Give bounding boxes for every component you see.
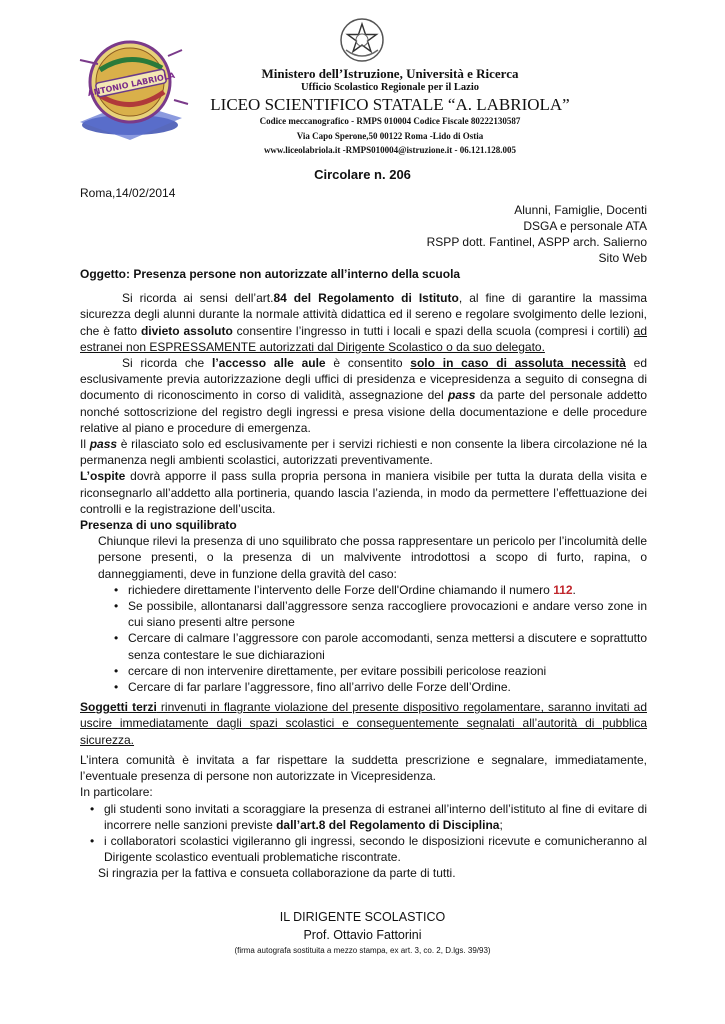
emergency-number: 112 [553, 582, 573, 597]
subject-line: Oggetto: Presenza persone non autorizzate all’interno della scuola [80, 267, 461, 281]
bullet: • [114, 663, 119, 678]
republic-emblem-icon [338, 16, 386, 64]
regional-office: Ufficio Scolastico Regionale per il Lazio [301, 82, 479, 93]
recipient-line: RSPP dott. Fantinel, ASPP arch. Salierno [426, 235, 647, 249]
list-item [100, 630, 647, 662]
list-item [100, 663, 647, 679]
text-span: consentire l’ingresso in tutti i locali e spazi della scuola (compresi i cortili) [232, 323, 634, 338]
signature-note: (firma autografa sostituita a mezzo stampa, ex art. 3, co. 2, D.lgs. 39/93) [234, 946, 491, 955]
text-span: 84 del Regolamento di Istituto [273, 291, 459, 306]
text-span: L’ospite [80, 469, 126, 484]
text-span: solo in caso di assoluta necessità [410, 356, 626, 371]
list-item [100, 679, 647, 695]
text-span: Cercare di far parlare l’aggressore, fino all’arrivo delle Forze dell’Ordine. [128, 680, 511, 695]
text-span: da parte del personale addetto nonché sottoscrizione del registro degli ingressi e presa visione della documentazione e delle procedure relative al piano e procedure di emergenza. [80, 388, 647, 435]
recipient-line: Sito Web [598, 251, 647, 265]
text-span: ed esclusivamente previa autorizzazione degli uffici di presidenza e vicepresidenza a seguito di consegna di documento di riconoscimento in corso di validità, assegnazione del [80, 356, 647, 403]
text-span: richiedere direttamente l’intervento delle Forze dell'Ordine chiamando il numero [128, 582, 554, 597]
document-date: Roma,14/02/2014 [80, 186, 176, 200]
text-span: l’accesso alle aule [212, 356, 326, 371]
list-item [80, 801, 647, 833]
paragraph-third-parties [80, 699, 647, 748]
text-span: , al fine di garantire la massima sicurezza degli alunni durante la normale attività didattica ed il sereno e regolare svolgimento delle lezioni, che è fatto [80, 291, 647, 338]
school-logo [70, 30, 190, 140]
school-address: Via Capo Sperone,50 00122 Roma -Lido di Ostia [296, 131, 484, 141]
text-span: pass [448, 388, 476, 403]
circular-number: Circolare n. 206 [314, 167, 411, 182]
school-codes: Codice meccanografico - RMPS 010004 Codice Fiscale 80222130587 [259, 116, 521, 126]
bullet: • [90, 801, 95, 816]
paragraph-pass [80, 436, 647, 468]
signature-name: Prof. Ottavio Fattorini [303, 928, 422, 942]
paragraph-access-rules [80, 290, 647, 355]
text-span: Si ricorda che [122, 356, 212, 371]
emergency-actions-list [100, 582, 647, 695]
signature-role: IL DIRIGENTE SCOLASTICO [279, 910, 446, 924]
recipient-line: DSGA e personale ATA [523, 219, 647, 233]
text-span: Soggetti terzi [80, 700, 157, 715]
text-span: ad estranei non ESPRESSAMENTE autorizzati dal Dirigente Scolastico o da suo delegato. [80, 323, 647, 354]
school-contacts: www.liceolabriola.it -RMPS010004@istruzione.it - 06.121.128.005 [263, 145, 517, 155]
ministry-name: Ministero dell’Istruzione, Università e Ricerca [261, 66, 519, 81]
text-span: Cercare di calmare l’aggressore con parole accomodanti, senza mettersi a discutere e soprattutto senza contestare le sue dichiarazioni [128, 631, 647, 662]
text-span: è consentito [325, 356, 411, 371]
text-span: Se possibile, allontanarsi dall’aggressore senza raccogliere provocazioni e andare verso zone in cui siano presenti altre persone [128, 599, 647, 630]
bullet: • [114, 680, 119, 695]
list-item [100, 598, 647, 630]
paragraph-guest [80, 468, 647, 517]
text-span: divieto assoluto [140, 323, 233, 338]
text-span: gli studenti sono invitati a scoraggiare la presenza di estranei all’interno dell’istituto al fine di evitare di incorrere nelle sanzioni previste [104, 801, 647, 832]
text-span: pass [89, 437, 118, 452]
text-span: ; [499, 817, 503, 832]
text-span: Il [80, 437, 90, 452]
text-span: dall’art.8 del Regolamento di Disciplina [276, 817, 500, 832]
paragraph-community: L’intera comunità è invitata a far rispettare la suddetta prescrizione e segnalare, immediatamente, l’eventuale presenza di persone non autorizzate in Vicepresidenza. [80, 752, 647, 784]
text-span: è rilasciato solo ed esclusivamente per i servizi richiesti e non consente la libera circolazione né la permanenza negli ambienti scolastici, autorizzati preventivamente. [80, 437, 648, 468]
section-intro: Chiunque rilevi la presenza di uno squilibrato che possa rappresentare un pericolo per l’incolumità delle persone presenti, o la presenza di un malvivente introdottosi a scopo di furto, rapina, o danneggiamenti, deve in funzione della gravità del caso: [98, 534, 647, 581]
document-body [80, 266, 647, 882]
particular-list [80, 801, 647, 866]
text-span: rinvenuti in flagrante violazione del presente dispositivo regolamentare, saranno invitati ad uscire immediatamente dagli spazi scolastici e conseguentemente segnalati all’autorità di pubblica sicurezza. [80, 700, 647, 747]
bullet: • [114, 599, 119, 614]
closing-line: Si ringrazia per la fattiva e consueta collaborazione da parte di tutti. [98, 866, 456, 881]
school-name: LICEO SCIENTIFICO STATALE “A. LABRIOLA” [210, 95, 570, 114]
list-item [80, 833, 647, 865]
recipient-line: Alunni, Famiglie, Docenti [514, 203, 647, 217]
list-item [100, 582, 647, 598]
bullet: • [90, 833, 95, 848]
bullet: • [114, 582, 119, 597]
text-span: i collaboratori scolastici vigileranno gli ingressi, secondo le disposizioni ricevute e comunicheranno al Dirigente scolastico eventuali problematiche riscontrate. [104, 833, 647, 865]
section-title: Presenza di uno squilibrato [80, 518, 237, 533]
text-span: . [572, 582, 576, 597]
text-span: dovrà apporre il pass sulla propria persona in maniera visibile per tutta la durata della visita e riconsegnarlo all’addetto alla portineria, quando lascia l’azienda, in modo da permettere l’effettuazione dei controlli e la registrazione dell’uscita. [80, 469, 647, 516]
paragraph-classroom-access [80, 355, 647, 436]
text-span: cercare di non intervenire direttamente, per evitare possibili pericolose reazioni [128, 663, 547, 678]
text-span: Si ricorda ai sensi dell’art. [122, 291, 274, 306]
paragraph-in-particular: In particolare: [80, 785, 153, 800]
bullet: • [114, 631, 119, 646]
logo-text: ANTONIO LABRIOLA [86, 70, 176, 99]
